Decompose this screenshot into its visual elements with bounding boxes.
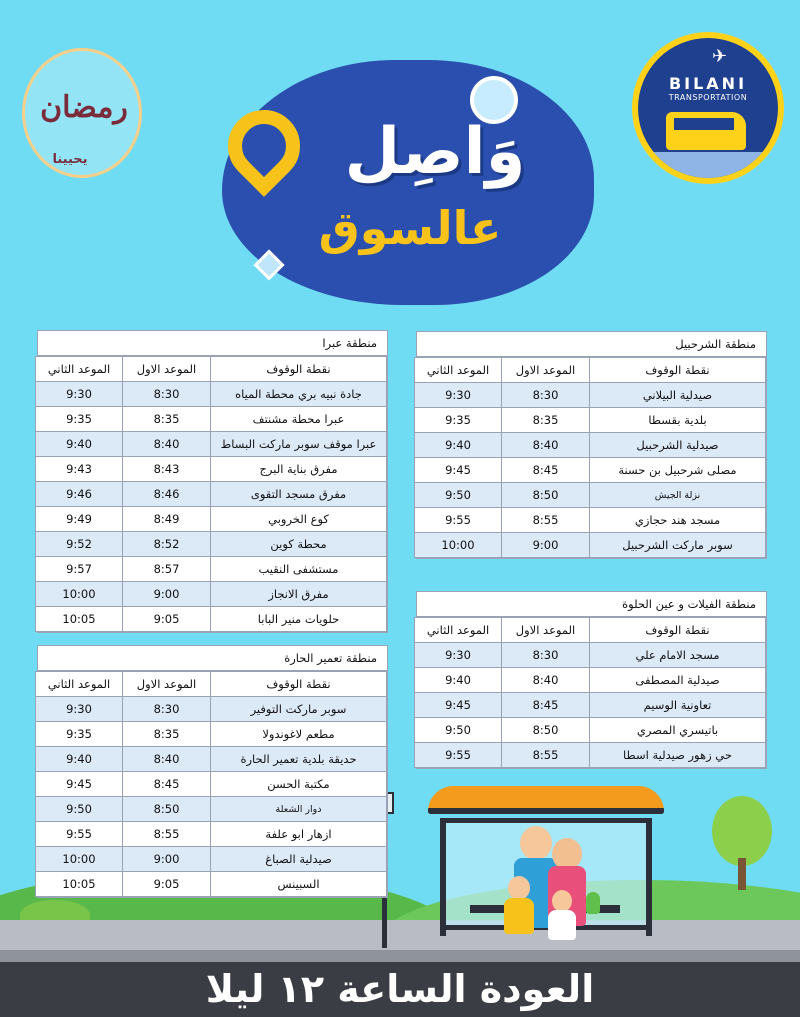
table-row (36, 747, 387, 772)
column-header-stop: نقطة الوقوف (590, 358, 766, 383)
cell-second: 9:35 (415, 408, 502, 433)
table-row (36, 582, 387, 607)
cell-second: 9:40 (415, 668, 502, 693)
schedule-table-abra (37, 330, 388, 633)
cell-second: 10:00 (36, 582, 123, 607)
column-header-first: الموعد الاول (502, 618, 590, 643)
cell-second: 10:05 (36, 607, 123, 632)
cell-stop: حلويات منير البابا (211, 607, 387, 632)
cell-stop: عبرا موقف سوبر ماركت البساط (211, 432, 387, 457)
cell-stop: كوع الخروبي (211, 507, 387, 532)
table-row (415, 718, 766, 743)
table-row (415, 533, 766, 558)
cell-first: 8:30 (123, 697, 211, 722)
cell-stop: السبينس (211, 872, 387, 897)
location-pin-icon (228, 110, 308, 250)
cell-stop: مفرق مسجد التقوى (211, 482, 387, 507)
cell-stop: نزلة الجيش (590, 483, 766, 508)
person-head (520, 826, 552, 860)
cell-stop: ازهار ابو علفة (211, 822, 387, 847)
cell-stop: عبرا محطة مشنتف (211, 407, 387, 432)
person-child (548, 910, 576, 940)
table-row (36, 872, 387, 897)
table-row (36, 507, 387, 532)
page-title: وَاصِل (344, 115, 526, 189)
scenery-curb (0, 950, 800, 962)
column-header-second: الموعد الثاني (36, 357, 123, 382)
cell-second: 9:57 (36, 557, 123, 582)
cell-stop: دوار الشعلة (211, 797, 387, 822)
table-row (36, 797, 387, 822)
cell-first: 8:40 (123, 432, 211, 457)
cell-first: 8:55 (502, 743, 590, 768)
cell-second: 9:40 (415, 433, 502, 458)
cell-first: 8:35 (123, 407, 211, 432)
table-title: منطقة الفيلات و عين الحلوة (417, 592, 766, 617)
cell-second: 9:40 (36, 747, 123, 772)
cell-stop: مصلى شرحبيل بن حسنة (590, 458, 766, 483)
table-row (36, 407, 387, 432)
ramadan-logo (22, 48, 142, 188)
cell-stop: مسجد هند حجازي (590, 508, 766, 533)
cell-first: 8:55 (123, 822, 211, 847)
table-row (36, 432, 387, 457)
cell-first: 8:40 (502, 433, 590, 458)
column-header-second: الموعد الثاني (415, 618, 502, 643)
cell-first: 8:50 (502, 483, 590, 508)
bilani-road (638, 152, 778, 178)
schedule-table-sharhabil (416, 331, 767, 559)
cell-second: 9:50 (415, 718, 502, 743)
cell-second: 9:45 (415, 693, 502, 718)
cell-first: 8:40 (123, 747, 211, 772)
cell-second: 10:00 (36, 847, 123, 872)
cell-stop: سوبر ماركت الشرحبيل (590, 533, 766, 558)
column-header-stop: نقطة الوقوف (590, 618, 766, 643)
cell-first: 8:50 (123, 797, 211, 822)
cell-first: 8:35 (502, 408, 590, 433)
table-row (36, 772, 387, 797)
cell-second: 9:30 (36, 697, 123, 722)
column-header-first: الموعد الاول (123, 357, 211, 382)
person-child (504, 898, 534, 934)
cell-stop: حديقة بلدية تعمير الحارة (211, 747, 387, 772)
cell-second: 10:05 (36, 872, 123, 897)
cell-first: 8:50 (502, 718, 590, 743)
table-row (36, 557, 387, 582)
cell-first: 8:45 (123, 772, 211, 797)
cell-stop: مكتبة الحسن (211, 772, 387, 797)
column-header-second: الموعد الثاني (36, 672, 123, 697)
brand-name: BILANI (668, 74, 748, 93)
cell-stop: صيدلية البيلاني (590, 383, 766, 408)
cell-first: 8:45 (502, 693, 590, 718)
table-row (415, 458, 766, 483)
cell-first: 8:45 (502, 458, 590, 483)
cell-stop: محطة كوين (211, 532, 387, 557)
table-title: منطقة عبرا (38, 331, 387, 356)
cell-stop: صيدلية الصباغ (211, 847, 387, 872)
cell-stop: مسجد الامام علي (590, 643, 766, 668)
table-row (36, 847, 387, 872)
shelter-post (646, 818, 652, 936)
cell-second: 9:35 (36, 722, 123, 747)
cell-first: 8:55 (502, 508, 590, 533)
cell-second: 9:30 (415, 643, 502, 668)
cell-stop: مفرق الانجاز (211, 582, 387, 607)
cell-second: 9:50 (36, 797, 123, 822)
scenery-tree (712, 796, 772, 866)
brand-sub: TRANSPORTATION (668, 93, 748, 102)
cell-second: 9:45 (36, 772, 123, 797)
table-title: منطقة الشرحبيل (417, 332, 766, 357)
shelter-post (440, 818, 446, 936)
ramadan-logo-text: رمضان (40, 90, 128, 125)
cell-second: 9:50 (415, 483, 502, 508)
cell-stop: صيدلية المصطفى (590, 668, 766, 693)
cell-second: 9:55 (415, 743, 502, 768)
column-header-first: الموعد الاول (502, 358, 590, 383)
plane-icon: ✈ (712, 46, 728, 67)
cell-second: 9:49 (36, 507, 123, 532)
shopping-bag (586, 892, 600, 914)
cell-stop: جادة نبيه بري محطة المياه (211, 382, 387, 407)
cell-stop: حي زهور صيدلية اسطا (590, 743, 766, 768)
table-row (415, 408, 766, 433)
table-row (415, 743, 766, 768)
shelter-roof (428, 786, 664, 814)
table-row (36, 457, 387, 482)
cell-second: 9:35 (36, 407, 123, 432)
table-row (415, 508, 766, 533)
schedule-table-villas (416, 591, 767, 769)
cell-second: 9:55 (415, 508, 502, 533)
cell-second: 10:00 (415, 533, 502, 558)
cell-second: 9:30 (415, 383, 502, 408)
column-header-stop: نقطة الوقوف (211, 672, 387, 697)
column-header-first: الموعد الاول (123, 672, 211, 697)
cell-second: 9:52 (36, 532, 123, 557)
table-row (36, 482, 387, 507)
cell-first: 9:00 (123, 847, 211, 872)
cell-second: 9:40 (36, 432, 123, 457)
cell-stop: سوبر ماركت التوفير (211, 697, 387, 722)
cell-first: 8:52 (123, 532, 211, 557)
table-row (36, 532, 387, 557)
cell-stop: تعاونية الوسيم (590, 693, 766, 718)
cell-stop: باتيسري المصري (590, 718, 766, 743)
cell-first: 9:00 (502, 533, 590, 558)
table-row (415, 433, 766, 458)
schedule-table-haret (37, 645, 388, 898)
table-row (36, 722, 387, 747)
table-row (36, 607, 387, 632)
cell-first: 9:05 (123, 872, 211, 897)
cell-first: 8:57 (123, 557, 211, 582)
table-row (415, 693, 766, 718)
bus-icon (666, 112, 746, 150)
cell-first: 8:40 (502, 668, 590, 693)
table-row (36, 822, 387, 847)
cell-stop: صيدلية الشرحبيل (590, 433, 766, 458)
table-row (36, 382, 387, 407)
cell-first: 9:00 (123, 582, 211, 607)
cell-first: 8:43 (123, 457, 211, 482)
cell-stop: مفرق بناية البرج (211, 457, 387, 482)
bilani-logo-inner (638, 38, 778, 178)
cell-stop: بلدية بقسطا (590, 408, 766, 433)
cell-second: 9:46 (36, 482, 123, 507)
cell-second: 9:43 (36, 457, 123, 482)
bilani-logo (632, 32, 784, 184)
ramadan-logo-sub: يحيينا (52, 152, 88, 167)
cell-second: 9:45 (415, 458, 502, 483)
cell-first: 8:46 (123, 482, 211, 507)
table-row (415, 668, 766, 693)
person-head (508, 876, 530, 900)
cell-first: 8:30 (123, 382, 211, 407)
cell-first: 8:49 (123, 507, 211, 532)
table-row (415, 383, 766, 408)
page-subtitle: عالسوق (318, 201, 502, 255)
cell-first: 9:05 (123, 607, 211, 632)
cell-stop: مستشفى النقيب (211, 557, 387, 582)
cell-second: 9:55 (36, 822, 123, 847)
table-row (36, 697, 387, 722)
column-header-second: الموعد الثاني (415, 358, 502, 383)
cell-stop: مطعم لاغوندولا (211, 722, 387, 747)
cell-first: 8:35 (123, 722, 211, 747)
return-time-banner: العودة الساعة ١٢ ليلا (0, 962, 800, 1017)
table-row (415, 483, 766, 508)
table-title: منطقة تعمير الحارة (38, 646, 387, 671)
table-row (415, 643, 766, 668)
cell-second: 9:30 (36, 382, 123, 407)
cell-first: 8:30 (502, 383, 590, 408)
column-header-stop: نقطة الوقوف (211, 357, 387, 382)
scenery-tree-trunk (738, 858, 746, 890)
cell-first: 8:30 (502, 643, 590, 668)
person-head (552, 890, 572, 912)
